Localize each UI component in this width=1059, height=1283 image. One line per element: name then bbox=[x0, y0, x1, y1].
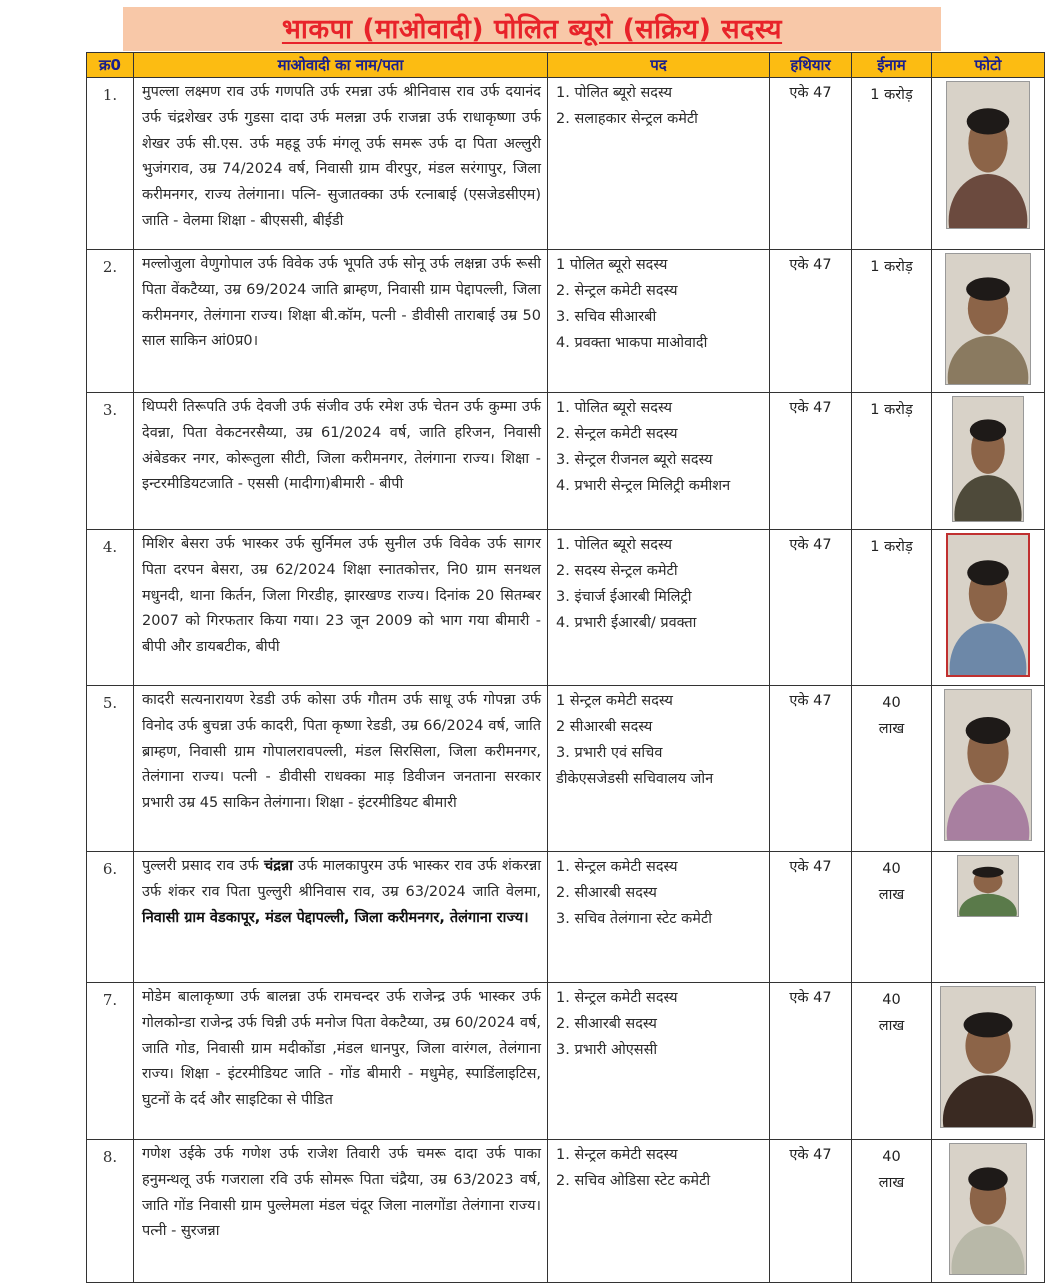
weapon: एके 47 bbox=[770, 686, 852, 852]
post-item: 4. प्रभारी ईआरबी/ प्रवक्ता bbox=[556, 615, 697, 631]
portrait-photo bbox=[957, 855, 1019, 917]
reward-line: लाख bbox=[878, 1018, 905, 1034]
portrait-photo bbox=[945, 253, 1031, 385]
post-item: 2. सलाहकार सेन्ट्रल कमेटी bbox=[556, 111, 698, 127]
person-hair bbox=[967, 560, 1009, 585]
serial-number: 2. bbox=[87, 250, 134, 393]
photo-cell bbox=[932, 530, 1045, 686]
post-item: 1 सेन्ट्रल कमेटी सदस्य bbox=[556, 693, 673, 709]
member-name-address bbox=[134, 852, 548, 983]
reward-line: लाख bbox=[878, 887, 905, 903]
post-item: 2. सदस्य सेन्ट्रल कमेटी bbox=[556, 563, 678, 579]
photo-cell bbox=[932, 393, 1045, 530]
title-banner bbox=[123, 7, 941, 51]
reward-line: 40 bbox=[882, 992, 901, 1008]
weapon: एके 47 bbox=[770, 250, 852, 393]
person-hair bbox=[972, 867, 1003, 878]
person-hair bbox=[966, 277, 1010, 300]
member-name-address: कादरी सत्यनारायण रेडडी उर्फ कोसा उर्फ गौतम उर्फ साधू उर्फ गोपन्ना उर्फ विनोद उर्फ बुचन्ना उर्फ कादरी, पिता कृष्णा रेडडी, उम्र 66/2024 वर्ष, जाति ब्राम्हण, निवासी ग्राम गोपालरावपल्ली, मंडल सिरसिला, जिला करीमनगर, तेलंगाना राज्य। पत्नी - डीवीसी राधक्का माड़ डिवीजन जनताना सरकार प्रभारी उम्र 45 साकिन तेलंगाना। शिक्षा - इंटरमीडियट बीमारी bbox=[134, 686, 548, 852]
person-hair bbox=[967, 108, 1010, 134]
table-row bbox=[87, 1140, 1045, 1283]
weapon: एके 47 bbox=[770, 1140, 852, 1283]
post-item: 2. सचिव ओडिसा स्टेट कमेटी bbox=[556, 1173, 711, 1189]
table-row bbox=[87, 530, 1045, 686]
text-segment: उर्फ मालकापुरम उर्फ भास्कर राव उर्फ शंकरन्ना उर्फ शंकर राव पिता पुल्लुरी श्रीनिवास राव, उम्र 63/2024 जाति वेलमा, bbox=[142, 858, 541, 900]
post-item: 3. सेन्ट्रल रीजनल ब्यूरो सदस्य bbox=[556, 452, 713, 468]
reward-amount bbox=[852, 852, 932, 983]
text-segment: पुल्लरी प्रसाद राव उर्फ bbox=[142, 858, 265, 874]
reward-line: 1 करोड़ bbox=[870, 539, 913, 555]
header-name-address: माओवादी का नाम/पता bbox=[134, 53, 548, 78]
photo-cell bbox=[932, 852, 1045, 983]
serial-number: 8. bbox=[87, 1140, 134, 1283]
post-item: 2. सेन्ट्रल कमेटी सदस्य bbox=[556, 426, 678, 442]
members-table bbox=[86, 52, 1045, 1283]
portrait-photo bbox=[944, 689, 1032, 841]
portrait-photo bbox=[940, 986, 1036, 1128]
header-post: पद bbox=[548, 53, 770, 78]
reward-amount bbox=[852, 983, 932, 1140]
reward-line: लाख bbox=[878, 721, 905, 737]
member-posts bbox=[548, 852, 770, 983]
table-row bbox=[87, 686, 1045, 852]
reward-amount bbox=[852, 250, 932, 393]
post-item: 1. पोलित ब्यूरो सदस्य bbox=[556, 537, 673, 553]
reward-line: 40 bbox=[882, 1149, 901, 1165]
member-name-address: गणेश उईके उर्फ गणेश उर्फ राजेश तिवारी उर्फ चमरू दादा उर्फ पाका हनुमन्थलू उर्फ गजराला रवि उर्फ सोमरू पिता चंद्रैया, उम्र 63/2023 वर्ष, जाति गोंड निवासी ग्राम पुल्लेमला मंडल चंदूर जिला नालगोंडा तेलंगाना राज्य। पत्नी - सुरजन्ना bbox=[134, 1140, 548, 1283]
photo-cell bbox=[932, 1140, 1045, 1283]
member-name-address: मोडेम बालाकृष्णा उर्फ बालन्ना उर्फ रामचन्दर उर्फ राजेन्द्र उर्फ भास्कर उर्फ गोलकोन्डा राजेन्द्र उर्फ चिन्नी उर्फ मनोज पिता वेकटैय्या, उम्र 60/2024 वर्ष, जाति गोड, निवासी ग्राम मदीकोंडा ,मंडल धानपुर, जिला वारंगल, तेलंगाना राज्य। शिक्षा - इंटरमीडियट जाति - गोंड बीमारी - मधुमेह, स्पाडिंलाइटिस, घुटनों के दर्द और साइटिका से पीडित bbox=[134, 983, 548, 1140]
photo-cell bbox=[932, 250, 1045, 393]
photo-cell bbox=[932, 983, 1045, 1140]
member-posts bbox=[548, 530, 770, 686]
member-name-address: मुपल्ला लक्ष्मण राव उर्फ गणपति उर्फ रमन्ना उर्फ श्रीनिवास राव उर्फ दयानंद उर्फ चंद्रशेखर उर्फ गुडसा दादा उर्फ मलन्ना उर्फ राजन्ना उर्फ राधाकृष्णा उर्फ शेखर उर्फ सी.एस. उर्फ महडू उर्फ मंगलू उर्फ समरू उर्फ दा पिता अल्लुरी भुजंगराव, उम्र 74/2024 वर्ष, निवासी ग्राम वीरपुर, मंडल सरंगापुर, जिला करीमनगर, राज्य तेलंगाना। पत्नि- सुजातक्का उर्फ रत्नाबाई (एसजेडसीएम) जाति - वेलमा शिक्षा - बीएससी, बीईडी bbox=[134, 78, 548, 250]
header-photo: फोटो bbox=[932, 53, 1045, 78]
person-hair bbox=[966, 717, 1011, 744]
post-item: 1. सेन्ट्रल कमेटी सदस्य bbox=[556, 859, 678, 875]
post-item: 2. सेन्ट्रल कमेटी सदस्य bbox=[556, 283, 678, 299]
member-posts bbox=[548, 686, 770, 852]
portrait-photo bbox=[952, 396, 1024, 522]
post-item: 1. सेन्ट्रल कमेटी सदस्य bbox=[556, 990, 678, 1006]
weapon: एके 47 bbox=[770, 530, 852, 686]
reward-line: 1 करोड़ bbox=[870, 259, 913, 275]
post-item: 2. सीआरबी सदस्य bbox=[556, 885, 657, 901]
post-item: 4. प्रभारी सेन्ट्रल मिलिट्री कमीशन bbox=[556, 478, 731, 494]
post-item: 3. प्रभारी ओएससी bbox=[556, 1042, 658, 1058]
member-posts bbox=[548, 393, 770, 530]
photo-cell bbox=[932, 78, 1045, 250]
post-item: 3. सचिव तेलंगाना स्टेट कमेटी bbox=[556, 911, 713, 927]
serial-number: 4. bbox=[87, 530, 134, 686]
table-row bbox=[87, 983, 1045, 1140]
reward-amount bbox=[852, 1140, 932, 1283]
member-posts bbox=[548, 1140, 770, 1283]
weapon: एके 47 bbox=[770, 852, 852, 983]
reward-amount bbox=[852, 78, 932, 250]
member-posts bbox=[548, 250, 770, 393]
table-row bbox=[87, 78, 1045, 250]
table-row bbox=[87, 250, 1045, 393]
reward-amount bbox=[852, 530, 932, 686]
member-name-address: थिप्परी तिरूपति उर्फ देवजी उर्फ संजीव उर्फ रमेश उर्फ चेतन उर्फ कुम्मा उर्फ देवन्ना, पिता वेकटनरसैय्या, उम्र 61/2024 वर्ष, जाति हरिजन, निवासी अंबेडकर नगर, कोरूतुला सीटी, जिला करीमनगर, तेलंगाना राज्य। शिक्षा - इन्टरमीडियटजाति - एससी (मादीगा)बीमारी - बीपी bbox=[134, 393, 548, 530]
post-item: 1 पोलित ब्यूरो सदस्य bbox=[556, 257, 668, 273]
post-item: 1. सेन्ट्रल कमेटी सदस्य bbox=[556, 1147, 678, 1163]
post-item: 1. पोलित ब्यूरो सदस्य bbox=[556, 400, 673, 416]
post-item: 3. इंचार्ज ईआरबी मिलिट्री bbox=[556, 589, 692, 605]
page-title: भाकपा (माओवादी) पोलित ब्यूरो (सक्रिय) सदस्य bbox=[281, 14, 783, 45]
post-item: 3. प्रभारी एवं सचिव bbox=[556, 745, 663, 761]
member-posts bbox=[548, 983, 770, 1140]
post-item: 4. प्रवक्ता भाकपा माओवादी bbox=[556, 335, 708, 351]
reward-line: 40 bbox=[882, 695, 901, 711]
reward-line: लाख bbox=[878, 1175, 905, 1191]
header-serial: क्र0 bbox=[87, 53, 134, 78]
serial-number: 5. bbox=[87, 686, 134, 852]
person-hair bbox=[968, 1167, 1008, 1190]
portrait-photo bbox=[946, 81, 1030, 229]
bold-text-segment: निवासी ग्राम वेडकापूर, मंडल पेद्दापल्ली, जिला करीमनगर, तेलंगाना राज्य। bbox=[142, 909, 529, 926]
header-weapon: हथियार bbox=[770, 53, 852, 78]
reward-line: 40 bbox=[882, 861, 901, 877]
serial-number: 3. bbox=[87, 393, 134, 530]
post-item: 2 सीआरबी सदस्य bbox=[556, 719, 653, 735]
post-item: 1. पोलित ब्यूरो सदस्य bbox=[556, 85, 673, 101]
reward-amount bbox=[852, 686, 932, 852]
weapon: एके 47 bbox=[770, 78, 852, 250]
person-hair bbox=[970, 419, 1006, 441]
serial-number: 6. bbox=[87, 852, 134, 983]
post-item: डीकेएसजेडसी सचिवालय जोन bbox=[556, 771, 714, 787]
portrait-photo bbox=[949, 1143, 1027, 1275]
reward-line: 1 करोड़ bbox=[870, 87, 913, 103]
member-name-address: मल्लोजुला वेणुगोपाल उर्फ विवेक उर्फ भूपति उर्फ सोनू उर्फ लक्षन्ना उर्फ रूसी पिता वेंकटैय्या, उम्र 69/2024 जाति ब्राम्हण, निवासी ग्राम पेद्दापल्ली, जिला करीमनगर, तेलंगाना राज्य। शिक्षा बी.कॉम, पत्नी - डीवीसी ताराबाई उम्र 50 साल साकिन आं0प्र0। bbox=[134, 250, 548, 393]
member-posts bbox=[548, 78, 770, 250]
reward-line: 1 करोड़ bbox=[870, 402, 913, 418]
serial-number: 1. bbox=[87, 78, 134, 250]
photo-cell bbox=[932, 686, 1045, 852]
reward-amount bbox=[852, 393, 932, 530]
serial-number: 7. bbox=[87, 983, 134, 1140]
person-hair bbox=[964, 1012, 1013, 1037]
post-item: 3. सचिव सीआरबी bbox=[556, 309, 657, 325]
weapon: एके 47 bbox=[770, 393, 852, 530]
portrait-photo bbox=[946, 533, 1030, 677]
post-item: 2. सीआरबी सदस्य bbox=[556, 1016, 657, 1032]
table-row bbox=[87, 393, 1045, 530]
member-name-address: मिशिर बेसरा उर्फ भास्कर उर्फ सुर्निमल उर्फ सुनील उर्फ विवेक उर्फ सागर पिता दरपन बेसरा, उम्र 62/2024 शिक्षा स्नातकोत्तर, नि0 ग्राम सनथल मधुनदी, थाना किर्तन, जिला गिरडीह, झारखण्ड राज्य। दिनांक 20 सितम्बर 2007 को गिरफतार किया गया। 23 जून 2009 को भाग गया बीमारी - बीपी और डायबटीक, बीपी bbox=[134, 530, 548, 686]
table-row bbox=[87, 852, 1045, 983]
bold-text-segment: चंद्रन्ना bbox=[264, 858, 293, 874]
weapon: एके 47 bbox=[770, 983, 852, 1140]
table-header-row bbox=[87, 53, 1045, 78]
header-reward: ईनाम bbox=[852, 53, 932, 78]
